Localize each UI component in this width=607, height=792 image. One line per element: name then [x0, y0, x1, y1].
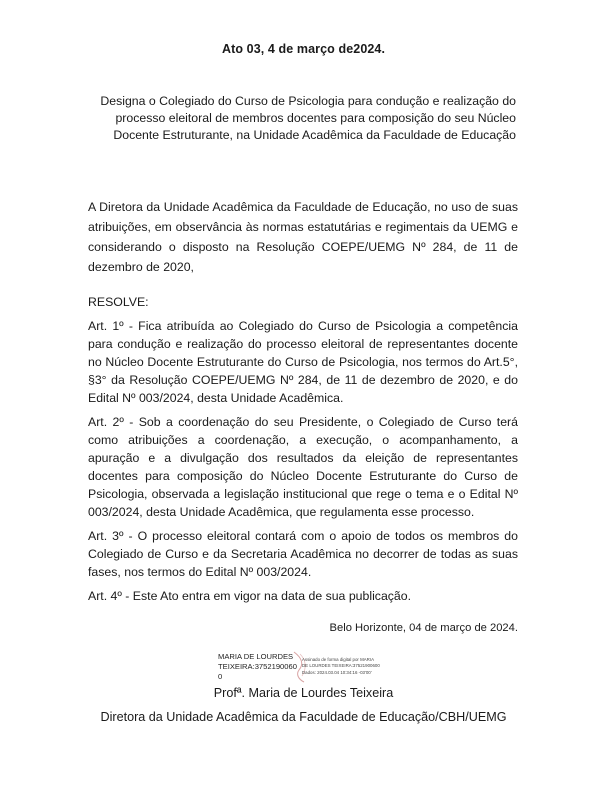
article-2: Art. 2º - Sob a coordenação do seu Presidente, o Colegiado de Curso terá como atribuições a coordenação, a execução, o acompanhamento, a apuração e a divulgação dos resultados da eleição de representantes docentes para composição do Núcleo Docente Estruturante do Curso de Psicologia, observada a legislação institucional que rege o tema e o Edital Nº 003/2024, desta Unidade Acadêmica, que regulamenta esse processo. [88, 415, 518, 519]
signature-detail-line-3: Dados: 2024.03.04 10:34:16 -03'00' [302, 669, 372, 675]
signature-name-line-1: MARIA DE LOURDES [218, 652, 294, 661]
resolution-body [88, 293, 518, 611]
document-summary: Designa o Colegiado do Curso de Psicologia para condução e realização do processo eleitoral de membros docentes para composição do seu Núcleo Docente Estruturante, na Unidade Acadêmica da Faculdade de Educação [100, 94, 516, 142]
document-title: Ato 03, 4 de março de2024. [221, 42, 386, 56]
preamble-paragraph: A Diretora da Unidade Acadêmica da Faculdade de Educação, no uso de suas atribuições, em observância às normas estatutárias e regimentais da UEMG e considerando o disposto na Resolução COEPE/UEMG Nº 284, de 11 de dezembro de 2020, [88, 200, 518, 274]
signatory-role: Diretora da Unidade Acadêmica da Faculdade de Educação/CBH/UEMG [100, 710, 507, 724]
article-3: Art. 3º - O processo eleitoral contará com o apoio de todos os membros do Colegiado de Curso e da Secretaria Acadêmica no decorrer de todas as suas fases, nos termos do Edital Nº 003/2024. [88, 529, 518, 579]
signatory-name: Profª. Maria de Lourdes Teixeira [213, 686, 394, 700]
signature-name-line-3: 0 [218, 672, 223, 681]
place-date-line: Belo Horizonte, 04 de março de 2024. [329, 622, 518, 634]
resolve-heading: RESOLVE: [88, 295, 149, 309]
signature-name-line-2: TEIXEIRA:3752190060 [218, 662, 297, 671]
signature-detail-line-2: DE LOURDES TEIXEIRA:37521900600 [302, 663, 380, 669]
signature-detail-line-1: Assinado de forma digital por MARIA [302, 657, 374, 662]
digital-signature-details [302, 657, 422, 676]
article-1: Art. 1º - Fica atribuída ao Colegiado do Curso de Psicologia a competência para condução e realização do processo eleitoral de representantes docente no Núcleo Docente Estruturante do Curso de Psicologia, nos termos do Art.5°, §3° da Resolução COEPE/UEMG Nº 284, de 11 de dezembro de 2020, e do Edital Nº 003/2024, desta Unidade Acadêmica. [88, 319, 518, 405]
article-4: Art. 4º - Este Ato entra em vigor na data de sua publicação. [88, 589, 412, 603]
